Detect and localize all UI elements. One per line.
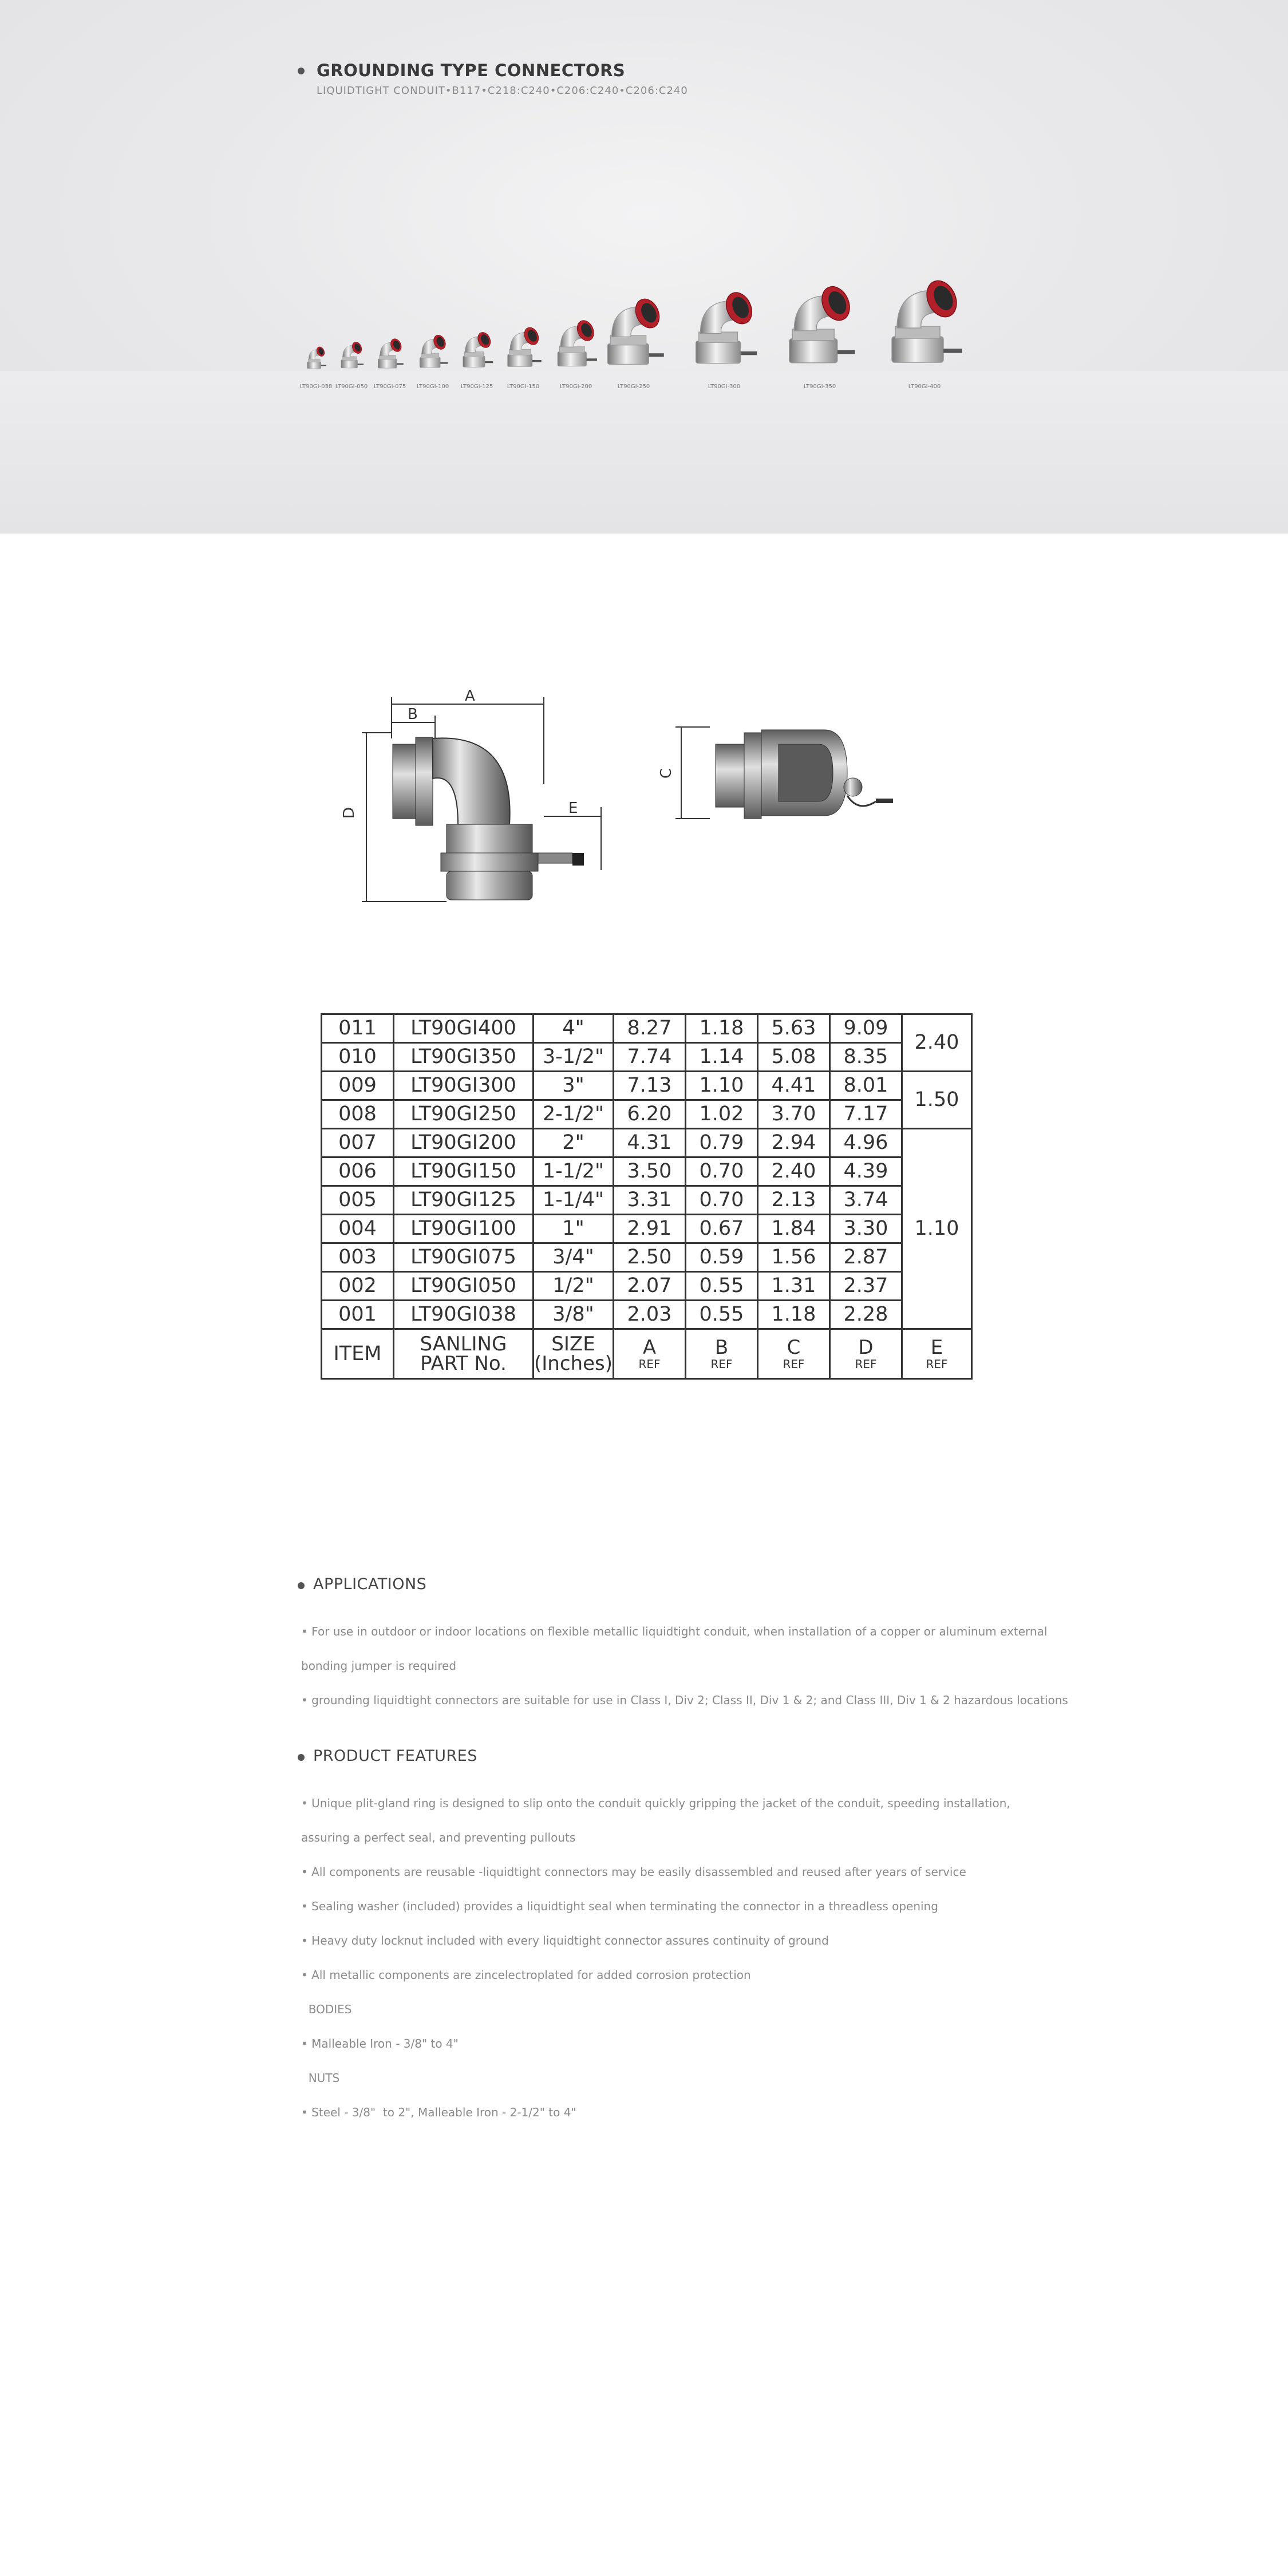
cell-d: 9.09 <box>829 1014 902 1043</box>
paragraph-line: • grounding liquidtight connectors are suitable for use in Class I, Div 2; Class II, Div 1 & 2; and Class III, Div 1 & 2 hazardous locations <box>301 1693 1068 1707</box>
cell-part: LT90GI050 <box>394 1272 534 1301</box>
cell-c: 4.41 <box>757 1072 829 1100</box>
dim-label-a: A <box>465 688 475 705</box>
dim-label-e: E <box>568 800 578 817</box>
table-row <box>322 1129 972 1157</box>
cell-item: 006 <box>322 1157 394 1186</box>
cell-part: LT90GI350 <box>394 1043 534 1072</box>
cell-item: 011 <box>322 1014 394 1043</box>
table-row <box>322 1072 972 1100</box>
cell-b: 0.67 <box>685 1215 757 1243</box>
cell-a: 2.50 <box>613 1243 685 1272</box>
cell-c: 2.94 <box>757 1129 829 1157</box>
cell-b: 1.02 <box>685 1100 757 1129</box>
cell-size: 2" <box>534 1129 614 1157</box>
hero-floor <box>0 371 1288 534</box>
table-row <box>322 1043 972 1072</box>
elbow-connector-image <box>374 337 405 371</box>
table-row <box>322 1215 972 1243</box>
table-row <box>322 1100 972 1129</box>
cell-part: LT90GI400 <box>394 1014 534 1043</box>
elbow-connector-image <box>503 325 544 371</box>
cell-size: 4" <box>534 1014 614 1043</box>
cell-b: 0.55 <box>685 1301 757 1329</box>
cell-item: 001 <box>322 1301 394 1329</box>
hero-banner <box>0 0 1288 534</box>
paragraph-line: BODIES <box>301 2002 352 2016</box>
cell-d: 2.87 <box>829 1243 902 1272</box>
cell-a: 3.31 <box>613 1186 685 1215</box>
header-item: ITEM <box>322 1329 394 1379</box>
product-label: LT90GI-300 <box>708 384 741 390</box>
features-heading: PRODUCT FEATURES <box>313 1747 477 1765</box>
cell-e: 2.40 <box>902 1014 971 1072</box>
elbow-side-view <box>393 737 584 900</box>
table-row <box>322 1272 972 1301</box>
cell-item: 008 <box>322 1100 394 1129</box>
paragraph-line: • Malleable Iron - 3/8" to 4" <box>301 2037 459 2050</box>
header-size: SIZE (Inches) <box>534 1329 614 1379</box>
cell-a: 3.50 <box>613 1157 685 1186</box>
cell-d: 4.96 <box>829 1129 902 1157</box>
paragraph-line: NUTS <box>301 2071 340 2085</box>
paragraph-line: assuring a perfect seal, and preventing pullouts <box>301 1831 576 1844</box>
elbow-connector-image <box>552 317 600 371</box>
cell-item: 005 <box>322 1186 394 1215</box>
dim-label-b: B <box>408 706 418 723</box>
table-row <box>322 1243 972 1272</box>
cell-b: 1.10 <box>685 1072 757 1100</box>
cell-d: 4.39 <box>829 1157 902 1186</box>
product-label: LT90GI-150 <box>507 384 540 390</box>
cell-item: 009 <box>322 1072 394 1100</box>
header-b: B REF <box>685 1329 757 1379</box>
cell-a: 2.07 <box>613 1272 685 1301</box>
cell-d: 7.17 <box>829 1100 902 1129</box>
cell-item: 004 <box>322 1215 394 1243</box>
paragraph-line: • All components are reusable -liquidtight connectors may be easily disassembled and reused after years of service <box>301 1865 966 1879</box>
header-part: SANLING PART No. <box>394 1329 534 1379</box>
paragraph-line: • Unique plit-gland ring is designed to slip onto the conduit quickly gripping the jacket of the conduit, speeding installation, <box>301 1796 1010 1810</box>
product-label: LT90GI-400 <box>908 384 941 390</box>
cell-part: LT90GI038 <box>394 1301 534 1329</box>
cell-size: 3/4" <box>534 1243 614 1272</box>
elbow-connector-image <box>882 275 967 371</box>
cell-b: 0.59 <box>685 1243 757 1272</box>
cell-size: 3-1/2" <box>534 1043 614 1072</box>
cell-size: 1/2" <box>534 1272 614 1301</box>
dimension-drawing <box>343 681 950 922</box>
paragraph-line: • Steel - 3/8" to 2", Malleable Iron - 2-1/2" to 4" <box>301 2105 576 2119</box>
elbow-connector-image <box>338 340 365 371</box>
header-a: A REF <box>613 1329 685 1379</box>
cell-b: 0.79 <box>685 1129 757 1157</box>
paragraph-line: • Sealing washer (included) provides a liquidtight seal when terminating the connector in a threadless opening <box>301 1899 938 1913</box>
product-label: LT90GI-100 <box>416 384 449 390</box>
cell-item: 002 <box>322 1272 394 1301</box>
cell-part: LT90GI100 <box>394 1215 534 1243</box>
cell-d: 3.30 <box>829 1215 902 1243</box>
header-e: E REF <box>902 1329 971 1379</box>
elbow-front-view <box>716 730 893 819</box>
cell-d: 3.74 <box>829 1186 902 1215</box>
cell-c: 3.70 <box>757 1100 829 1129</box>
cell-b: 1.14 <box>685 1043 757 1072</box>
cell-c: 5.63 <box>757 1014 829 1043</box>
table-row <box>322 1186 972 1215</box>
cell-d: 2.28 <box>829 1301 902 1329</box>
product-label: LT90GI-200 <box>559 384 592 390</box>
cell-item: 003 <box>322 1243 394 1272</box>
product-label: LT90GI-050 <box>335 384 368 390</box>
elbow-connector-image <box>416 333 450 371</box>
paragraph-line: • For use in outdoor or indoor locations on flexible metallic liquidtight conduit, when installation of a copper or aluminum external <box>301 1625 1048 1638</box>
dimension-table <box>321 1013 973 1380</box>
cell-a: 7.74 <box>613 1043 685 1072</box>
cell-d: 8.01 <box>829 1072 902 1100</box>
cell-size: 2-1/2" <box>534 1100 614 1129</box>
cell-b: 0.70 <box>685 1186 757 1215</box>
product-label: LT90GI-075 <box>373 384 406 390</box>
cell-size: 1-1/4" <box>534 1186 614 1215</box>
bullet-dot <box>298 1582 305 1589</box>
cell-size: 1" <box>534 1215 614 1243</box>
applications-heading: APPLICATIONS <box>313 1575 427 1593</box>
cell-part: LT90GI150 <box>394 1157 534 1186</box>
dim-label-d: D <box>341 807 358 819</box>
cell-a: 2.03 <box>613 1301 685 1329</box>
cell-c: 5.08 <box>757 1043 829 1072</box>
cell-e: 1.50 <box>902 1072 971 1129</box>
cell-b: 0.55 <box>685 1272 757 1301</box>
table-row <box>322 1301 972 1329</box>
header-d: D REF <box>829 1329 902 1379</box>
table-row <box>322 1014 972 1043</box>
cell-a: 7.13 <box>613 1072 685 1100</box>
product-label: LT90GI-250 <box>617 384 650 390</box>
cell-size: 1-1/2" <box>534 1157 614 1186</box>
cell-part: LT90GI075 <box>394 1243 534 1272</box>
product-label: LT90GI-038 <box>299 384 333 390</box>
cell-a: 2.91 <box>613 1215 685 1243</box>
cell-b: 1.18 <box>685 1014 757 1043</box>
cell-d: 8.35 <box>829 1043 902 1072</box>
cell-c: 2.40 <box>757 1157 829 1186</box>
cell-c: 1.18 <box>757 1301 829 1329</box>
table-header-row <box>322 1329 972 1379</box>
hero-subtitle: LIQUIDTIGHT CONDUIT•B117•C218:C240•C206:C240•C206:C240 <box>317 85 688 97</box>
cell-item: 010 <box>322 1043 394 1072</box>
cell-part: LT90GI300 <box>394 1072 534 1100</box>
cell-a: 4.31 <box>613 1129 685 1157</box>
table-row <box>322 1157 972 1186</box>
cell-b: 0.70 <box>685 1157 757 1186</box>
elbow-connector-image <box>459 330 495 371</box>
elbow-connector-image <box>687 287 761 371</box>
cell-size: 3" <box>534 1072 614 1100</box>
elbow-connector-image <box>780 281 860 371</box>
cell-c: 1.56 <box>757 1243 829 1272</box>
cell-item: 007 <box>322 1129 394 1157</box>
elbow-connector-image <box>599 294 668 371</box>
cell-part: LT90GI125 <box>394 1186 534 1215</box>
bullet-dot <box>298 1754 305 1761</box>
dim-label-c: C <box>658 768 675 779</box>
header-c: C REF <box>757 1329 829 1379</box>
cell-size: 3/8" <box>534 1301 614 1329</box>
product-label: LT90GI-350 <box>803 384 836 390</box>
cell-part: LT90GI250 <box>394 1100 534 1129</box>
cell-c: 2.13 <box>757 1186 829 1215</box>
cell-c: 1.84 <box>757 1215 829 1243</box>
hero-title: GROUNDING TYPE CONNECTORS <box>317 61 626 80</box>
cell-part: LT90GI200 <box>394 1129 534 1157</box>
cell-c: 1.31 <box>757 1272 829 1301</box>
cell-d: 2.37 <box>829 1272 902 1301</box>
paragraph-line: bonding jumper is required <box>301 1659 457 1673</box>
elbow-connector-image <box>305 345 327 371</box>
cell-e: 1.10 <box>902 1129 971 1329</box>
bullet-dot <box>298 68 305 74</box>
paragraph-line: • Heavy duty locknut included with every liquidtight connector assures continuity of ground <box>301 1934 829 1947</box>
paragraph-line: • All metallic components are zincelectroplated for added corrosion protection <box>301 1968 751 1982</box>
product-label: LT90GI-125 <box>460 384 493 390</box>
cell-a: 6.20 <box>613 1100 685 1129</box>
cell-a: 8.27 <box>613 1014 685 1043</box>
